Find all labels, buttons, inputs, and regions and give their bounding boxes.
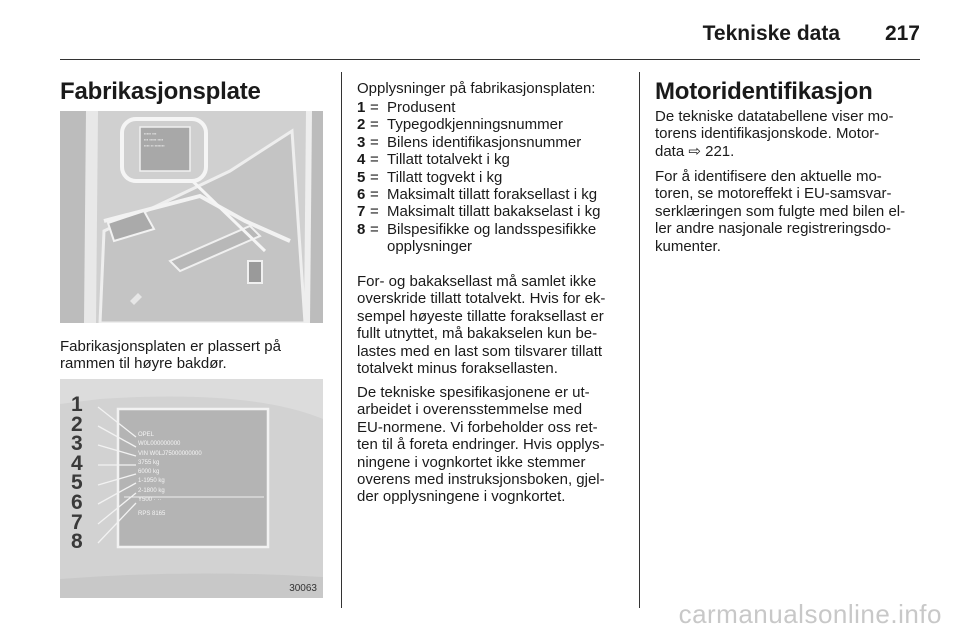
plate-bottom-code: RPS 8165: [138, 511, 166, 517]
paragraph-axle-load: For- og bakaksellast må samlet ikke overskride tillatt totalvekt. Hvis for ek- sempel høyeste tillatte foraksellast er fullt utnyttet, må bakakselen kun be- lastes med en last som tilsvarer tillatt totalvekt minus foraksellasten.: [357, 273, 606, 378]
door-frame-illustration: [60, 111, 323, 323]
heading-motoridentifikasjon: Motoridentifikasjon: [655, 78, 873, 105]
list-item: 7 = Maksimalt tillatt bakakselast i kg: [357, 203, 601, 221]
list-item: 3 = Bilens identifikasjonsnummer: [357, 133, 582, 151]
paragraph-specifications: De tekniske spesifikasjonene er ut- arbeidet i overensstemmelse med EU-normene. Vi forbeholder oss ret- ten til å foreta endringer. Hvis opplys- ningene i vognkortet ikke stemmer overens med instruksjonsboken, gjel- der opplysningene i vognkortet.: [357, 384, 605, 506]
watermark: carmanualsonline.info: [678, 599, 942, 629]
list-item: 2 = Typegodkjenningsnummer: [357, 116, 563, 134]
arrow-reference-icon: ⇨: [688, 142, 701, 160]
paragraph-engine-code: De tekniske datatabellene viser mo- torens identifikasjonskode. Motor- data ⇨ 221.: [655, 108, 945, 160]
list-intro: Opplysninger på fabrikasjonsplaten:: [357, 80, 596, 97]
heading-fabrikasjonsplate: Fabrikasjonsplate: [60, 78, 261, 105]
figure-door-frame: [60, 111, 323, 323]
list-item: 1 = Produsent: [357, 99, 456, 116]
list-item: 8 = Bilspesifikke og landsspesifikke opplysninger: [357, 220, 597, 256]
figure-plate-closeup: [60, 379, 323, 598]
callout-numbers: 1 2 3 4 5 6 7 8: [71, 393, 83, 554]
engine-data-reference[interactable]: data ⇨ 221.: [655, 142, 735, 160]
plate-info-list: [357, 99, 627, 256]
page-header: [60, 14, 920, 60]
figure-id: 30063: [289, 583, 317, 594]
plate-text: ▪▪▪▪▪ ▪▪▪ ▪▪▪ ▪▪▪▪▪ ▪▪▪▪ ▪▪▪▪ ▪▪ ▪▪▪▪▪▪▪: [144, 131, 165, 148]
section-title: Tekniske data: [702, 22, 840, 45]
column-divider-right: [639, 72, 640, 608]
caption-plate-location: Fabrikasjonsplaten er plassert på rammen til høyre bakdør.: [60, 338, 281, 373]
paragraph-engine-identify: For å identifisere den aktuelle mo- toren, se motoreffekt i EU-samsvar- serklæringen som fulgte med bilen el- ler andre nasjonale registreringsdo- kumenter.: [655, 168, 906, 255]
list-item: 5 = Tillatt togvekt i kg: [357, 168, 503, 186]
column-divider-left: [341, 72, 342, 608]
list-item: 6 = Maksimalt tillatt foraksellast i kg: [357, 186, 598, 204]
plate-data-lines: OPEL W0L000000000 VIN W0LJ75000000000 3755 kg 6000 kg 1-1950 kg 2-1800 kg Y500 · ··: [138, 432, 202, 504]
list-item: 4 = Tillatt totalvekt i kg: [357, 151, 510, 169]
page-number: 217: [884, 22, 920, 45]
